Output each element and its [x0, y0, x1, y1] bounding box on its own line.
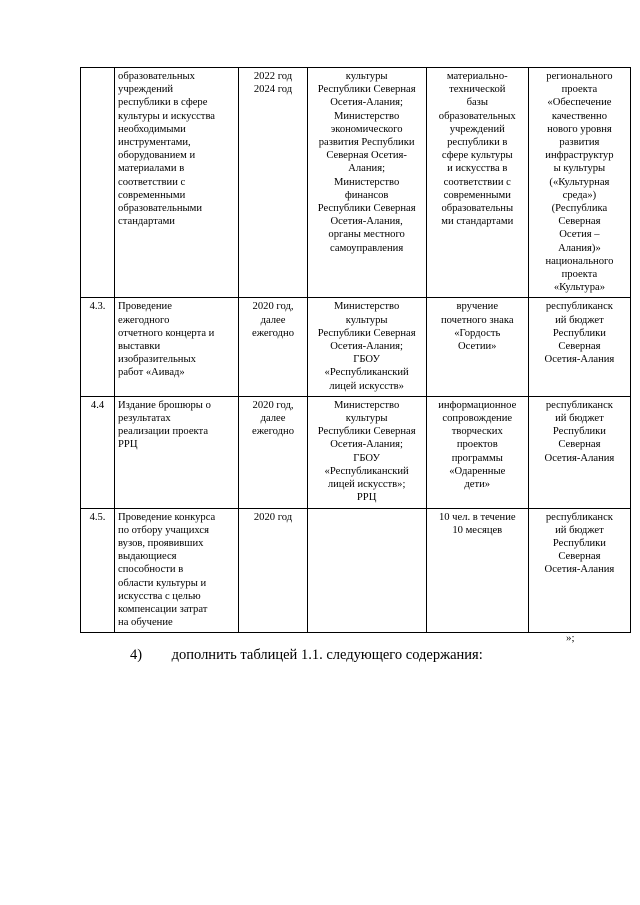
cell-text-line: способности в [118, 564, 184, 576]
cell-text-line: базы [466, 97, 488, 109]
cell-text-line: 4.3. [89, 301, 106, 313]
cell-text-line: выставки [118, 341, 161, 353]
cell-text-line: республиканск [545, 301, 613, 313]
cell-text-line: учреждений [449, 123, 505, 135]
cell-text-line: Министерство [333, 301, 400, 313]
cell-text-line: и искусства в [447, 163, 508, 175]
cell-text-line: далее [260, 413, 286, 425]
cell-text-line: культуры [345, 71, 388, 82]
cell-text-line: республики в сфере [118, 97, 208, 109]
cell-text-line: 2020 год [253, 511, 293, 523]
cell-funding-source [528, 396, 630, 508]
cell-text-line: образовательных [438, 110, 516, 122]
cell-text-line: экономического [330, 123, 403, 135]
paragraph-number: 4) [130, 647, 143, 663]
cell-text-line: вузов, проявивших [118, 537, 204, 549]
cell-result [426, 508, 528, 633]
cell-text-line: искусства с целью [118, 590, 201, 602]
cell-text-line: культуры [345, 314, 388, 326]
cell-text-line: современными [118, 189, 186, 201]
cell-text-line: лицей искусств» [329, 380, 404, 392]
cell-text-line: 2022 год [253, 71, 293, 82]
cell-term [239, 508, 307, 633]
cell-text-line: на обучение [118, 617, 173, 629]
cell-text-line: ГБОУ [353, 452, 380, 464]
cell-text-line: необходимыми [118, 123, 186, 135]
cell-text-line: Осетия-Алания [544, 564, 615, 576]
cell-text-line: органы местного [328, 229, 405, 241]
cell-text-line: ий бюджет [555, 524, 604, 536]
cell-text-line: «Гордость [454, 327, 501, 339]
cell-text-line: 4.5. [89, 511, 106, 523]
cell-text-line: Осетия-Алания [544, 354, 615, 366]
cell-text-line: Республики Северная [317, 84, 416, 96]
cell-text-line: Осетия-Алания [544, 452, 615, 464]
cell-text-line: национального [545, 255, 614, 267]
cell-text-line: Алания)» [558, 242, 601, 254]
cell-number [81, 508, 115, 633]
table-row [81, 68, 631, 298]
cell-funding-source [528, 68, 630, 298]
cell-text-line: образовательными [118, 203, 203, 215]
cell-text-line: Министерство [333, 110, 400, 122]
cell-text-line: Северная [558, 439, 601, 451]
cell-text-line: проекта [561, 269, 598, 281]
cell-executors [307, 396, 426, 508]
cell-text-line: республиканск [545, 511, 613, 523]
cell-text-line: нового уровня [547, 123, 612, 135]
cell-text-line: 10 месяцев [452, 524, 503, 536]
cell-text-line: среда») [562, 189, 597, 201]
cell-text-line: дети» [464, 479, 491, 491]
cell-text-line: информационное [438, 399, 517, 411]
cell-funding-source [528, 298, 630, 396]
cell-text-line: Осетия-Алания; [330, 97, 403, 109]
cell-text-line: области культуры и [118, 577, 207, 589]
cell-text-line: республики в [447, 137, 508, 149]
cell-text-line: образовательны [441, 203, 514, 215]
cell-text-line: Министерство [333, 399, 400, 411]
cell-text-line: реализации проекта [118, 426, 209, 438]
cell-number [81, 396, 115, 508]
cell-measure-name [115, 396, 239, 508]
cell-text-line: результатах [118, 413, 171, 425]
cell-text-line: программы [451, 452, 503, 464]
cell-text-line: Северная Осетия- [326, 150, 407, 162]
cell-text-line: РРЦ [356, 492, 377, 504]
cell-text-line: 4.4 [90, 399, 105, 411]
cell-text-line: Республики [552, 426, 606, 438]
cell-text-line: «Обеспечение [547, 97, 612, 109]
cell-text-line: материалами в [118, 163, 185, 175]
cell-text-line: 10 чел. в течение [438, 511, 516, 523]
cell-text-line: качественно [551, 110, 607, 122]
table-row [81, 298, 631, 396]
cell-text-line: ежегодного [118, 314, 170, 326]
cell-text-line: Осетии» [458, 341, 497, 353]
cell-text-line: инструментами, [118, 137, 191, 149]
cell-text-line: стандартами [118, 216, 175, 228]
cell-term [239, 396, 307, 508]
cell-measure-name [115, 68, 239, 298]
cell-text-line: творческих [451, 426, 503, 438]
cell-text-line: Северная [558, 341, 601, 353]
cell-text-line: соответствии с [443, 176, 511, 188]
cell-text-line: Осетия-Алания, [330, 216, 403, 228]
cell-text-line: Республики Северная [317, 426, 416, 438]
cell-text-line: выдающиеся [118, 551, 177, 563]
cell-number [81, 298, 115, 396]
cell-text-line: компенсации затрат [118, 603, 208, 615]
cell-text-line: ий бюджет [555, 314, 604, 326]
cell-text-line: Осетия-Алания; [330, 439, 403, 451]
cell-text-line: Северная [558, 551, 601, 563]
cell-text-line: отчетного концерта и [118, 327, 215, 339]
cell-text-line: Республики [552, 537, 606, 549]
cell-text-line: «Республиканский [324, 465, 409, 477]
cell-text-line: материально- [446, 71, 508, 82]
cell-text-line: развития Республики [318, 137, 415, 149]
cell-text-line: самоуправления [330, 242, 404, 254]
cell-text-line: («Культурная [549, 176, 610, 188]
cell-result [426, 68, 528, 298]
cell-text-line: Проведение конкурса [118, 511, 216, 523]
cell-text-line: далее [260, 314, 286, 326]
cell-text-line: ежегодно [252, 327, 295, 339]
cell-text-line: учреждений [118, 84, 174, 96]
amendment-paragraph [130, 647, 483, 664]
cell-text-line: культуры [345, 413, 388, 425]
closing-quote-mark: »; [566, 632, 575, 644]
measures-table [80, 67, 631, 633]
paragraph-text: дополнить таблицей 1.1. следующего содержания: [171, 647, 483, 663]
cell-text-line: ГБОУ [353, 354, 380, 366]
cell-text-line: работ «Аивад» [118, 367, 185, 379]
cell-text-line: Проведение [118, 301, 172, 313]
cell-text-line: Министерство [333, 176, 400, 188]
cell-text-line: «Республиканский [324, 367, 409, 379]
cell-text-line: сфере культуры [441, 150, 513, 162]
cell-executors [307, 508, 426, 633]
cell-text-line: финансов [344, 189, 389, 201]
cell-text-line: оборудованием и [118, 150, 196, 162]
cell-result [426, 298, 528, 396]
cell-text-line: республиканск [545, 399, 613, 411]
cell-text-line: лицей искусств»; [327, 479, 406, 491]
cell-text-line: ий бюджет [555, 413, 604, 425]
cell-text-line: Осетия – [559, 229, 600, 241]
cell-text-line: соответствии с [118, 176, 186, 188]
cell-text-line: развития [559, 137, 600, 149]
cell-text-line: проектов [456, 439, 498, 451]
cell-text-line: Издание брошюры о [118, 399, 211, 411]
cell-text-line: образовательных [118, 71, 195, 82]
cell-text-line: регионального [546, 71, 613, 82]
cell-text-line: Республики Северная [317, 327, 416, 339]
cell-text-line: 2020 год, [252, 399, 294, 411]
cell-term [239, 298, 307, 396]
cell-text-line: «Культура» [553, 282, 606, 294]
cell-text-line: по отбору учащихся [118, 524, 209, 536]
cell-measure-name [115, 508, 239, 633]
cell-text-line: вручение [456, 301, 499, 313]
cell-text-line: инфраструктур [545, 150, 614, 162]
cell-text-line: 2020 год, [252, 301, 294, 313]
cell-text-line: сопровождение [442, 413, 513, 425]
cell-result [426, 396, 528, 508]
cell-text-line: РРЦ [118, 439, 138, 451]
table-body [81, 68, 631, 633]
cell-text-line: Республики Северная [317, 203, 416, 215]
cell-text-line: современными [443, 189, 511, 201]
cell-text-line: Осетия-Алания; [330, 341, 403, 353]
cell-executors [307, 68, 426, 298]
cell-funding-source [528, 508, 630, 633]
cell-text-line: ы культуры [553, 163, 606, 175]
cell-text-line: ми стандартами [441, 216, 514, 228]
cell-text-line: ежегодно [252, 426, 295, 438]
cell-text-line: 2024 год [253, 84, 293, 96]
cell-text-line: почетного знака [440, 314, 514, 326]
cell-text-line: Алания; [348, 163, 386, 175]
cell-text-line: Северная [558, 216, 601, 228]
cell-text-line: «Одаренные [449, 465, 506, 477]
table-row [81, 396, 631, 508]
cell-measure-name [115, 298, 239, 396]
table-row [81, 508, 631, 633]
cell-text-line: (Республика [551, 203, 608, 215]
cell-text-line: изобразительных [118, 354, 196, 366]
cell-text-line: культуры и искусства [118, 110, 216, 122]
cell-executors [307, 298, 426, 396]
cell-text-line: технической [449, 84, 506, 96]
cell-term [239, 68, 307, 298]
cell-number [81, 68, 115, 298]
cell-text-line: Республики [552, 327, 606, 339]
cell-text-line: проекта [561, 84, 598, 96]
